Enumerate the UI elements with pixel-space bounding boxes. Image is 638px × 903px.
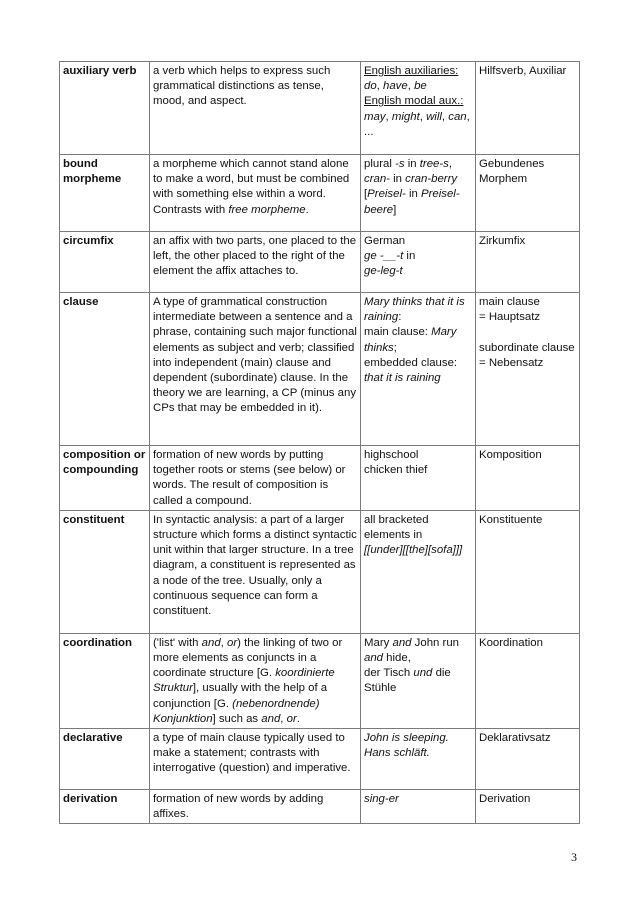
- table-row: [60, 293, 580, 446]
- definition-cell: a type of main clause typically used to make a statement; contrasts with interrogative (question) and imperative.: [150, 729, 361, 790]
- definition-cell: In syntactic analysis: a part of a larger structure which forms a distinct syntactic unit within that larger structure. In a tree diagram, a constituent is represented as a node of the tree. Usually, only a continuous sequence can form a constituent.: [150, 510, 361, 633]
- table-row: [60, 729, 580, 790]
- table-row: [60, 633, 580, 728]
- german-term-cell: main clause = Hauptsatz subordinate clause = Nebensatz: [476, 293, 580, 446]
- table-row: [60, 62, 580, 155]
- table-row: [60, 155, 580, 232]
- table-row: [60, 790, 580, 824]
- german-term-cell: Komposition: [476, 446, 580, 511]
- term-cell: declarative: [60, 729, 150, 790]
- german-term-cell: Koordination: [476, 633, 580, 728]
- german-term-cell: Zirkumfix: [476, 232, 580, 293]
- term-cell: circumfix: [60, 232, 150, 293]
- example-cell: Mary and John run and hide, der Tisch und die Stühle: [361, 633, 476, 728]
- glossary-table: [59, 61, 580, 824]
- example-cell: all bracketed elements in [[under][[the][sofa]]]: [361, 510, 476, 633]
- example-cell: highschool chicken thief: [361, 446, 476, 511]
- definition-cell: A type of grammatical construction intermediate between a sentence and a phrase, containing such major functional elements as subject and verb; classified into independent (main) clause and dependent (subordinate) clause. In the theory we are learning, a CP (minus any CPs that may be embedded in it).: [150, 293, 361, 446]
- example-cell: sing-er: [361, 790, 476, 824]
- german-term-cell: Derivation: [476, 790, 580, 824]
- definition-cell: formation of new words by adding affixes.: [150, 790, 361, 824]
- german-term-cell: Gebundenes Morphem: [476, 155, 580, 232]
- definition-cell: a morpheme which cannot stand alone to make a word, but must be combined with something else within a word. Contrasts with free morpheme.: [150, 155, 361, 232]
- term-cell: clause: [60, 293, 150, 446]
- definition-cell: a verb which helps to express such grammatical distinctions as tense, mood, and aspect.: [150, 62, 361, 155]
- example-cell: Mary thinks that it is raining: main clause: Mary thinks; embedded clause: that it is raining: [361, 293, 476, 446]
- example-cell: plural -s in tree-s, cran- in cran-berry [Preisel- in Preisel-beere]: [361, 155, 476, 232]
- term-cell: composition or compounding: [60, 446, 150, 511]
- definition-cell: formation of new words by putting together roots or stems (see below) or words. The result of composition is called a compound.: [150, 446, 361, 511]
- page-number: 3: [571, 850, 577, 864]
- example-cell: John is sleeping. Hans schläft.: [361, 729, 476, 790]
- german-term-cell: Hilfsverb, Auxiliar: [476, 62, 580, 155]
- term-cell: auxiliary verb: [60, 62, 150, 155]
- term-cell: coordination: [60, 633, 150, 728]
- german-term-cell: Konstituente: [476, 510, 580, 633]
- definition-cell: an affix with two parts, one placed to the left, the other placed to the right of the element the affix attaches to.: [150, 232, 361, 293]
- term-cell: constituent: [60, 510, 150, 633]
- example-cell: English auxiliaries: do, have, be English modal aux.: may, might, will, can, ...: [361, 62, 476, 155]
- table-row: [60, 446, 580, 511]
- table-row: [60, 510, 580, 633]
- glossary-body: [60, 62, 580, 824]
- german-term-cell: Deklarativsatz: [476, 729, 580, 790]
- definition-cell: ('list' with and, or) the linking of two or more elements as conjuncts in a coordinate structure [G. koordinierte Struktur], usually with the help of a conjunction [G. (nebenordnende) Konjunktion] such as and, or.: [150, 633, 361, 728]
- term-cell: bound morpheme: [60, 155, 150, 232]
- example-cell: German ge -__-t in ge-leg-t: [361, 232, 476, 293]
- term-cell: derivation: [60, 790, 150, 824]
- table-row: [60, 232, 580, 293]
